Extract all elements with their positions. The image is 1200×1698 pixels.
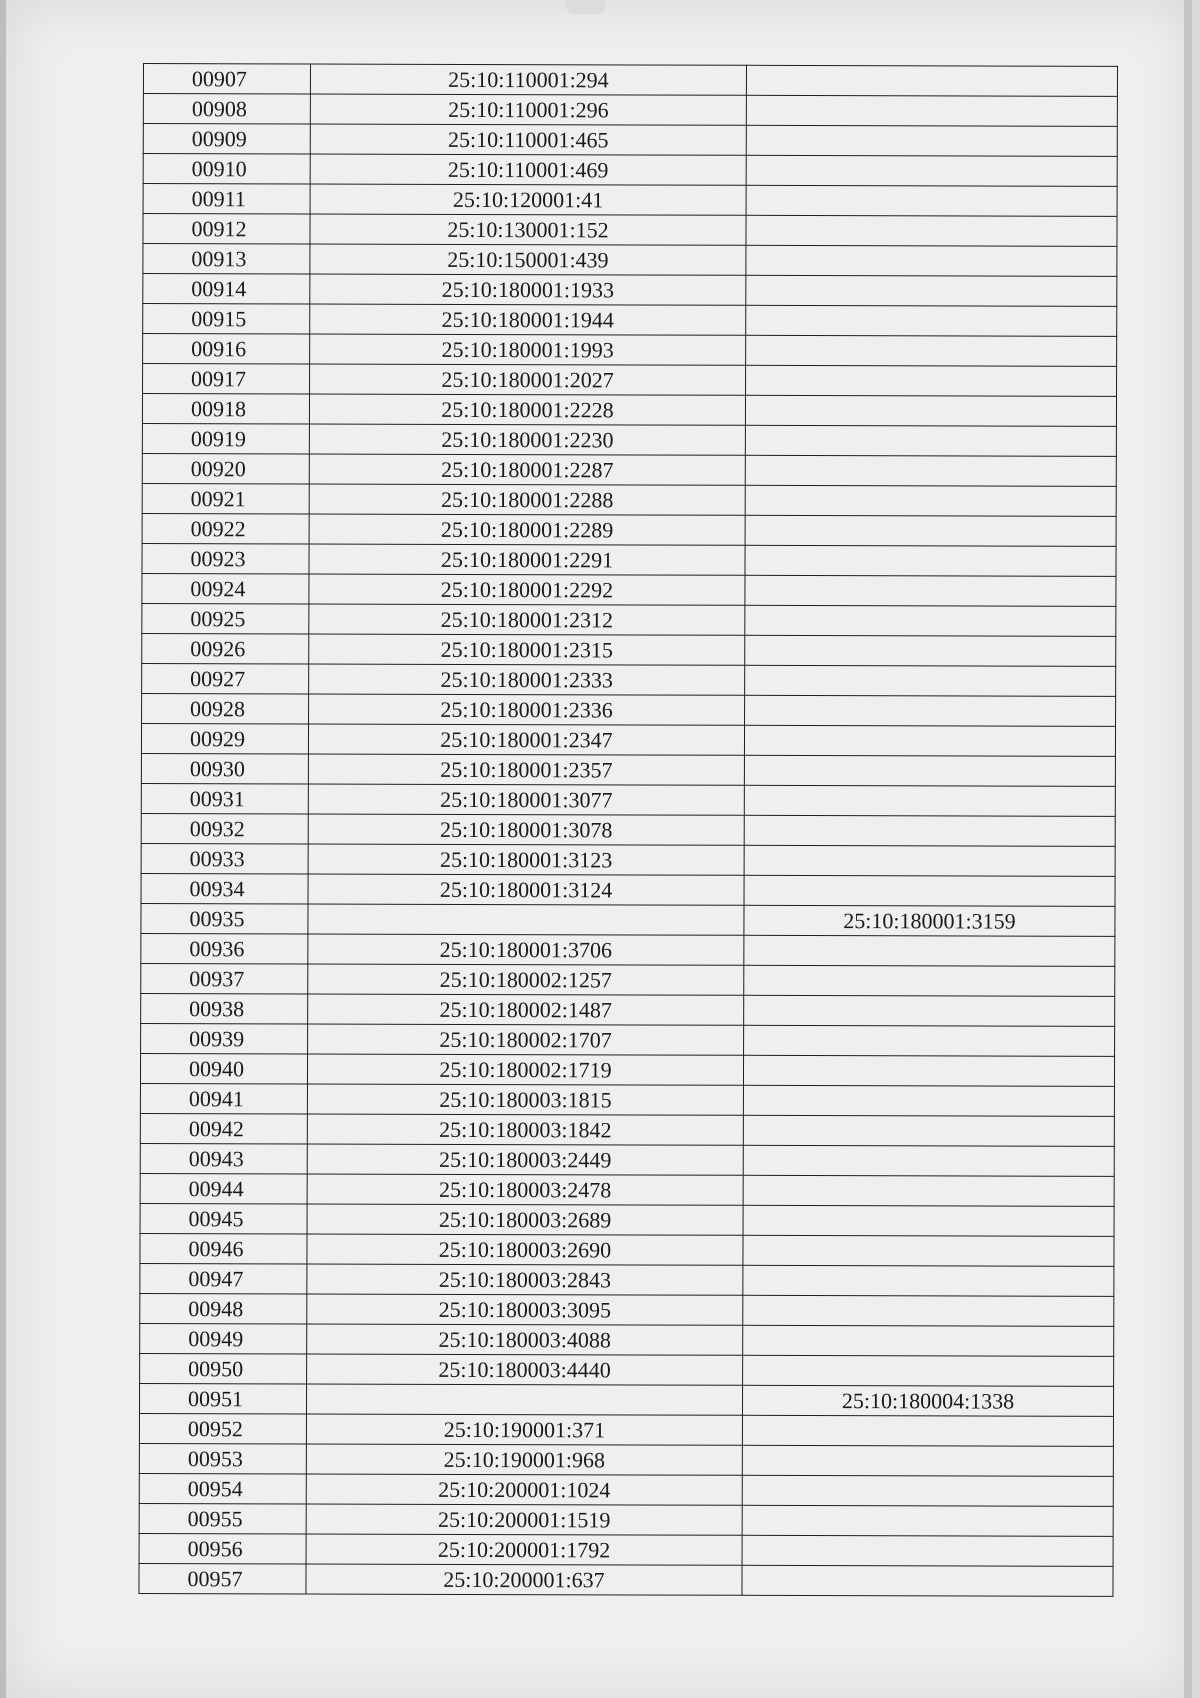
table-row bbox=[142, 663, 1116, 696]
cadastral-number-cell bbox=[308, 904, 744, 935]
row-number-cell: 00910 bbox=[143, 154, 310, 184]
additional-cadastral-number-cell bbox=[746, 65, 1117, 96]
additional-cadastral-number-cell bbox=[745, 575, 1116, 606]
table-row bbox=[141, 933, 1115, 966]
table-row bbox=[140, 1113, 1114, 1146]
additional-cadastral-number-cell bbox=[746, 155, 1117, 186]
cadastral-number-cell: 25:10:120001:41 bbox=[310, 184, 746, 215]
table-row bbox=[143, 154, 1117, 187]
additional-cadastral-number-cell bbox=[742, 1565, 1113, 1596]
table-row bbox=[139, 1443, 1113, 1476]
additional-cadastral-number-cell bbox=[742, 1415, 1113, 1446]
cadastral-number-cell: 25:10:150001:439 bbox=[310, 244, 746, 275]
cadastral-number-cell: 25:10:180003:2843 bbox=[307, 1264, 743, 1295]
row-number-cell: 00927 bbox=[142, 663, 309, 693]
row-number-cell: 00913 bbox=[143, 244, 310, 274]
row-number-cell: 00909 bbox=[143, 124, 310, 154]
row-number-cell: 00919 bbox=[142, 423, 309, 453]
row-number-cell: 00938 bbox=[141, 993, 308, 1023]
cadastral-number-cell: 25:10:180001:3123 bbox=[308, 844, 744, 875]
table-row bbox=[141, 1023, 1115, 1056]
cadastral-number-cell bbox=[306, 1384, 742, 1415]
cadastral-number-cell: 25:10:180003:2478 bbox=[307, 1174, 743, 1205]
additional-cadastral-number-cell bbox=[745, 485, 1116, 516]
table-row bbox=[142, 483, 1116, 516]
table-row bbox=[142, 573, 1116, 606]
table-row bbox=[143, 184, 1117, 217]
cadastral-number-cell: 25:10:180002:1707 bbox=[308, 1024, 744, 1055]
cadastral-number-cell: 25:10:180001:1993 bbox=[310, 334, 746, 365]
row-number-cell: 00953 bbox=[139, 1443, 306, 1473]
row-number-cell: 00935 bbox=[141, 903, 308, 933]
table-body bbox=[139, 64, 1118, 1597]
additional-cadastral-number-cell bbox=[743, 1055, 1114, 1086]
cadastral-number-cell: 25:10:110001:296 bbox=[310, 94, 746, 125]
table-row bbox=[142, 513, 1116, 546]
cadastral-number-cell: 25:10:180001:2289 bbox=[309, 514, 745, 545]
cadastral-number-cell: 25:10:110001:465 bbox=[310, 124, 746, 155]
table-row bbox=[139, 1383, 1113, 1416]
row-number-cell: 00925 bbox=[142, 603, 309, 633]
cadastral-number-cell: 25:10:180001:2291 bbox=[309, 544, 745, 575]
table-row bbox=[139, 1413, 1113, 1446]
row-number-cell: 00937 bbox=[141, 963, 308, 993]
cadastral-number-cell: 25:10:190001:371 bbox=[306, 1414, 742, 1445]
table-row bbox=[140, 1083, 1114, 1116]
cadastral-number-cell: 25:10:180001:2357 bbox=[308, 754, 744, 785]
table-row bbox=[143, 214, 1117, 247]
table-row bbox=[139, 1563, 1113, 1596]
table-row bbox=[142, 693, 1116, 726]
table-row bbox=[140, 1233, 1114, 1266]
table-row bbox=[143, 364, 1117, 397]
additional-cadastral-number-cell bbox=[745, 605, 1116, 636]
row-number-cell: 00922 bbox=[142, 513, 309, 543]
row-number-cell: 00956 bbox=[139, 1533, 306, 1563]
additional-cadastral-number-cell bbox=[746, 95, 1117, 126]
table-row bbox=[143, 274, 1117, 307]
row-number-cell: 00933 bbox=[141, 843, 308, 873]
cadastral-number-cell: 25:10:180001:2312 bbox=[309, 604, 745, 635]
cadastral-number-cell: 25:10:180001:2027 bbox=[310, 364, 746, 395]
row-number-cell: 00949 bbox=[140, 1323, 307, 1353]
row-number-cell: 00943 bbox=[140, 1143, 307, 1173]
row-number-cell: 00914 bbox=[143, 274, 310, 304]
table-row bbox=[140, 1353, 1114, 1386]
row-number-cell: 00907 bbox=[143, 64, 310, 94]
row-number-cell: 00941 bbox=[140, 1083, 307, 1113]
cadastral-number-cell: 25:10:180001:3124 bbox=[308, 874, 744, 905]
row-number-cell: 00936 bbox=[141, 933, 308, 963]
row-number-cell: 00931 bbox=[141, 783, 308, 813]
row-number-cell: 00952 bbox=[139, 1413, 306, 1443]
cadastral-number-cell: 25:10:180001:2288 bbox=[309, 484, 745, 515]
cadastral-number-cell: 25:10:180001:2287 bbox=[309, 454, 745, 485]
additional-cadastral-number-cell bbox=[746, 365, 1117, 396]
additional-cadastral-number-cell bbox=[744, 875, 1115, 906]
table-row bbox=[140, 1293, 1114, 1326]
row-number-cell: 00911 bbox=[143, 184, 310, 214]
table-row bbox=[143, 304, 1117, 337]
row-number-cell: 00955 bbox=[139, 1503, 306, 1533]
table-row bbox=[140, 1203, 1114, 1236]
row-number-cell: 00934 bbox=[141, 873, 308, 903]
row-number-cell: 00954 bbox=[139, 1473, 306, 1503]
additional-cadastral-number-cell bbox=[744, 815, 1115, 846]
row-number-cell: 00946 bbox=[140, 1233, 307, 1263]
cadastral-number-cell: 25:10:180002:1487 bbox=[308, 994, 744, 1025]
additional-cadastral-number-cell bbox=[746, 275, 1117, 306]
additional-cadastral-number-cell bbox=[743, 1355, 1114, 1386]
row-number-cell: 00915 bbox=[143, 304, 310, 334]
additional-cadastral-number-cell bbox=[743, 1115, 1114, 1146]
additional-cadastral-number-cell bbox=[746, 335, 1117, 366]
additional-cadastral-number-cell bbox=[743, 1085, 1114, 1116]
additional-cadastral-number-cell bbox=[742, 1535, 1113, 1566]
additional-cadastral-number-cell bbox=[745, 695, 1116, 726]
additional-cadastral-number-cell bbox=[745, 425, 1116, 456]
additional-cadastral-number-cell bbox=[745, 665, 1116, 696]
table-row bbox=[142, 543, 1116, 576]
additional-cadastral-number-cell bbox=[744, 725, 1115, 756]
cadastral-number-cell: 25:10:180003:4088 bbox=[307, 1324, 743, 1355]
row-number-cell: 00912 bbox=[143, 214, 310, 244]
row-number-cell: 00917 bbox=[143, 364, 310, 394]
cadastral-number-cell: 25:10:180003:1815 bbox=[307, 1084, 743, 1115]
table-row bbox=[141, 783, 1115, 816]
cadastral-number-cell: 25:10:180001:1944 bbox=[310, 304, 746, 335]
cadastral-number-cell: 25:10:180003:3095 bbox=[307, 1294, 743, 1325]
cadastral-number-cell: 25:10:180002:1719 bbox=[307, 1054, 743, 1085]
cadastral-number-cell: 25:10:200001:637 bbox=[306, 1564, 742, 1595]
table-row bbox=[141, 873, 1115, 906]
row-number-cell: 00920 bbox=[142, 453, 309, 483]
additional-cadastral-number-cell bbox=[744, 995, 1115, 1026]
cadastral-number-cell: 25:10:180001:2336 bbox=[309, 694, 745, 725]
cadastral-number-cell: 25:10:180001:1933 bbox=[310, 274, 746, 305]
row-number-cell: 00945 bbox=[140, 1203, 307, 1233]
additional-cadastral-number-cell bbox=[745, 635, 1116, 666]
table-row bbox=[141, 963, 1115, 996]
table-row bbox=[141, 903, 1115, 936]
table-row bbox=[143, 64, 1117, 97]
table-row bbox=[141, 813, 1115, 846]
additional-cadastral-number-cell bbox=[746, 125, 1117, 156]
table-row bbox=[142, 423, 1116, 456]
table-row bbox=[142, 603, 1116, 636]
cadastral-number-cell: 25:10:180001:2292 bbox=[309, 574, 745, 605]
table-row bbox=[139, 1503, 1113, 1536]
table-row bbox=[142, 633, 1116, 666]
table-row bbox=[142, 453, 1116, 486]
additional-cadastral-number-cell bbox=[744, 935, 1115, 966]
cadastral-number-cell: 25:10:180003:4440 bbox=[307, 1354, 743, 1385]
cadastral-number-cell: 25:10:180001:2333 bbox=[309, 664, 745, 695]
additional-cadastral-number-cell bbox=[743, 1235, 1114, 1266]
row-number-cell: 00918 bbox=[142, 394, 309, 424]
additional-cadastral-number-cell bbox=[743, 1175, 1114, 1206]
cadastral-number-cell: 25:10:180001:3706 bbox=[308, 934, 744, 965]
cadastral-number-cell: 25:10:180001:2228 bbox=[309, 394, 745, 425]
table-row bbox=[140, 1263, 1114, 1296]
table-row bbox=[143, 94, 1117, 127]
table-row bbox=[139, 1473, 1113, 1506]
cadastral-number-cell: 25:10:200001:1792 bbox=[306, 1534, 742, 1565]
cadastral-number-cell: 25:10:190001:968 bbox=[306, 1444, 742, 1475]
table-row bbox=[139, 1533, 1113, 1566]
cadastral-number-cell: 25:10:180001:2347 bbox=[308, 724, 744, 755]
row-number-cell: 00950 bbox=[140, 1353, 307, 1383]
row-number-cell: 00951 bbox=[139, 1383, 306, 1413]
row-number-cell: 00939 bbox=[141, 1023, 308, 1053]
cadastral-number-cell: 25:10:200001:1024 bbox=[306, 1474, 742, 1505]
row-number-cell: 00940 bbox=[140, 1053, 307, 1083]
additional-cadastral-number-cell: 25:10:180004:1338 bbox=[742, 1385, 1113, 1416]
additional-cadastral-number-cell bbox=[744, 755, 1115, 786]
table-row bbox=[143, 334, 1117, 367]
table-row bbox=[140, 1143, 1114, 1176]
additional-cadastral-number-cell bbox=[746, 185, 1117, 216]
additional-cadastral-number-cell bbox=[746, 245, 1117, 276]
cadastral-number-cell: 25:10:180003:2689 bbox=[307, 1204, 743, 1235]
additional-cadastral-number-cell bbox=[743, 1145, 1114, 1176]
row-number-cell: 00928 bbox=[142, 693, 309, 723]
table-row bbox=[141, 993, 1115, 1026]
row-number-cell: 00908 bbox=[143, 94, 310, 124]
additional-cadastral-number-cell bbox=[744, 965, 1115, 996]
row-number-cell: 00916 bbox=[143, 334, 310, 364]
cadastral-number-cell: 25:10:180001:3077 bbox=[308, 784, 744, 815]
table-row bbox=[140, 1053, 1114, 1086]
table-row bbox=[141, 843, 1115, 876]
cadastral-number-table bbox=[138, 63, 1118, 1597]
table-row bbox=[142, 394, 1116, 427]
row-number-cell: 00930 bbox=[141, 753, 308, 783]
row-number-cell: 00929 bbox=[141, 723, 308, 753]
additional-cadastral-number-cell bbox=[744, 1025, 1115, 1056]
additional-cadastral-number-cell bbox=[743, 1325, 1114, 1356]
additional-cadastral-number-cell bbox=[745, 455, 1116, 486]
additional-cadastral-number-cell bbox=[744, 845, 1115, 876]
cadastral-number-cell: 25:10:180001:2315 bbox=[309, 634, 745, 665]
table-row bbox=[143, 244, 1117, 277]
additional-cadastral-number-cell bbox=[742, 1505, 1113, 1536]
table-row bbox=[140, 1323, 1114, 1356]
cadastral-number-cell: 25:10:180002:1257 bbox=[308, 964, 744, 995]
additional-cadastral-number-cell bbox=[743, 1265, 1114, 1296]
table-row bbox=[140, 1173, 1114, 1206]
cadastral-number-cell: 25:10:180003:2449 bbox=[307, 1144, 743, 1175]
additional-cadastral-number-cell bbox=[746, 215, 1117, 246]
scan-binding-mark bbox=[566, 0, 606, 14]
row-number-cell: 00923 bbox=[142, 543, 309, 573]
row-number-cell: 00942 bbox=[140, 1113, 307, 1143]
row-number-cell: 00957 bbox=[139, 1563, 306, 1593]
cadastral-number-cell: 25:10:110001:469 bbox=[310, 154, 746, 185]
additional-cadastral-number-cell bbox=[743, 1295, 1114, 1326]
additional-cadastral-number-cell bbox=[742, 1445, 1113, 1476]
row-number-cell: 00926 bbox=[142, 633, 309, 663]
scan-right-edge bbox=[1184, 0, 1192, 1698]
cadastral-number-cell: 25:10:180001:2230 bbox=[309, 424, 745, 455]
additional-cadastral-number-cell: 25:10:180001:3159 bbox=[744, 905, 1115, 936]
table-row bbox=[141, 753, 1115, 786]
cadastral-number-cell: 25:10:130001:152 bbox=[310, 214, 746, 245]
row-number-cell: 00932 bbox=[141, 813, 308, 843]
additional-cadastral-number-cell bbox=[746, 305, 1117, 336]
additional-cadastral-number-cell bbox=[743, 1205, 1114, 1236]
row-number-cell: 00947 bbox=[140, 1263, 307, 1293]
table-row bbox=[141, 723, 1115, 756]
row-number-cell: 00948 bbox=[140, 1293, 307, 1323]
cadastral-number-cell: 25:10:180003:1842 bbox=[307, 1114, 743, 1145]
row-number-cell: 00924 bbox=[142, 573, 309, 603]
additional-cadastral-number-cell bbox=[742, 1475, 1113, 1506]
table-row bbox=[143, 124, 1117, 157]
row-number-cell: 00921 bbox=[142, 483, 309, 513]
cadastral-number-cell: 25:10:200001:1519 bbox=[306, 1504, 742, 1535]
additional-cadastral-number-cell bbox=[745, 515, 1116, 546]
cadastral-number-cell: 25:10:180001:3078 bbox=[308, 814, 744, 845]
cadastral-number-cell: 25:10:180003:2690 bbox=[307, 1234, 743, 1265]
cadastral-number-cell: 25:10:110001:294 bbox=[310, 64, 746, 95]
additional-cadastral-number-cell bbox=[745, 395, 1116, 426]
additional-cadastral-number-cell bbox=[744, 785, 1115, 816]
row-number-cell: 00944 bbox=[140, 1173, 307, 1203]
additional-cadastral-number-cell bbox=[745, 545, 1116, 576]
